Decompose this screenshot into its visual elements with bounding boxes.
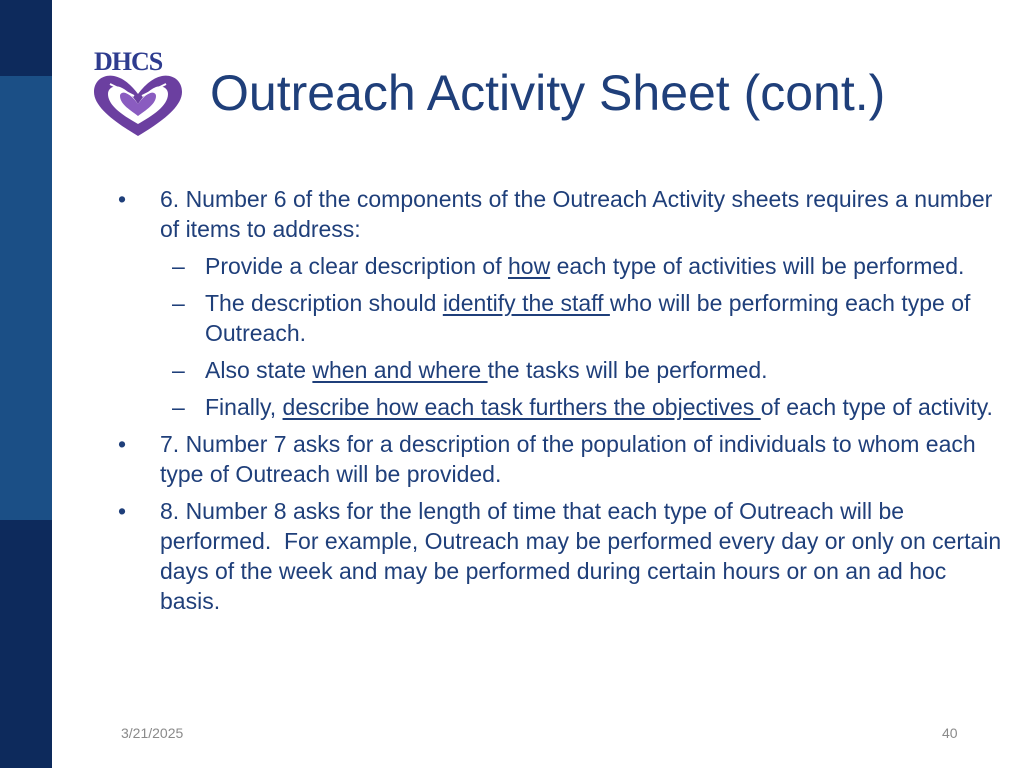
footer-date: 3/21/2025 [121,725,184,741]
dash-marker: – [172,357,185,383]
sub-bullet-text [205,357,768,383]
dhcs-logo-graphic [88,46,192,142]
bullet-text: 7. Number 7 asks for a description of the population of individuals to whom each type of Outreach will be provided. [160,431,976,487]
bullet-text: 6. Number 6 of the components of the Outreach Activity sheets requires a number of items to address: [160,186,993,242]
sub-text-pre: Provide a clear description of [205,253,508,279]
sub-text-pre: The description should [205,290,443,316]
sub-bullet-text [205,394,993,420]
sub-bullet-list [160,251,1002,422]
bullet-item-6 [112,184,1002,422]
sub-text-post: who will be performing each type of Outreach. [205,290,971,346]
left-accent-bar [0,0,52,768]
bullet-marker: • [118,431,127,457]
accent-bar-middle [0,76,52,520]
bullet-marker: • [118,186,127,212]
bullet-text: 8. Number 8 asks for the length of time that each type of Outreach will be performed. For example, Outreach may be performed every day or only on certain days of the week and may be performed during certain hours or on an ad hoc basis. [160,498,1008,614]
sub-text-underlined: describe how each task furthers the objectives [282,394,761,420]
heart-hands-icon [94,76,182,136]
sub-bullet-item [160,392,1002,422]
sub-bullet-text [205,290,970,346]
bullet-list [112,184,1008,623]
sub-text-pre: Also state [205,357,313,383]
sub-text-pre: Finally, [205,394,283,420]
sub-bullet-text [205,253,964,279]
sub-bullet-item [160,355,1002,385]
sub-bullet-item [160,251,1002,281]
sub-text-post: of each type of activity. [760,394,993,420]
logo-text: DHCS [94,47,163,76]
bullet-marker: • [118,498,127,524]
page-title: Outreach Activity Sheet (cont.) [210,65,886,121]
bullet-item-7 [112,429,1002,489]
dash-marker: – [172,253,185,279]
sub-text-underlined: identify the staff [442,290,610,316]
accent-bar-bottom [0,520,52,768]
sub-text-underlined: how [508,253,551,279]
dash-marker: – [172,394,185,420]
bullet-item-8 [112,496,1008,616]
sub-bullet-item [160,288,1002,348]
sub-text-underlined: when and where [312,357,488,383]
sub-text-post: each type of activities will be performed. [550,253,965,279]
accent-bar-top [0,0,52,76]
sub-text-post: the tasks will be performed. [487,357,768,383]
dhcs-logo [88,46,192,142]
dash-marker: – [172,290,185,316]
page-number: 40 [942,725,958,741]
